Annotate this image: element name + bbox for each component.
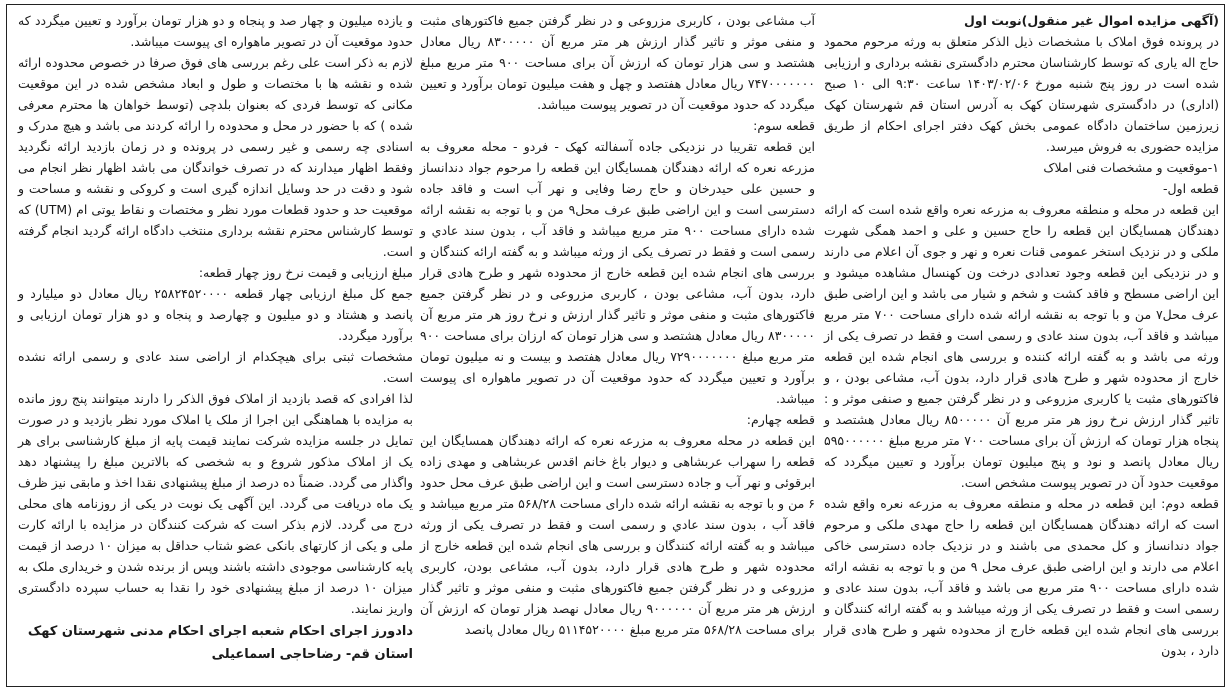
valuation-heading: مبلغ ارزیابی و قیمت نرخ روز چهار قطعه: [198,265,413,280]
column-right [824,10,1219,661]
auction-terms: لذا افرادی که قصد بازدید از املاک فوق الذکر را دارند میتوانند پنج روز مانده به مزایده با هماهنگی این اجرا از ملک یا املاک مورد نظر بازدید و در صورت تمایل در جلسه مزایده شرکت نمایند قیمت پایه از مبلغ کارشناسی برای هر یک از املاک مذکور شروع و به شخصی که بالاترین مبلغ را پیشنهاد دهد واگذار می گردد. ضمناً ده درصد از مبلغ پیشنهادی نقدا اخذ و مابقی نیز ظرف یک ماه دریافت می گردد. این آگهی یک نوبت در یکی از روزنامه های محلی درج می گردد. لازم بذکر است که شرکت کنندگان در مزایده با ارائه کارت ملی و یکی از کارتهای بانکی عضو شتاب حداقل به میزان ۱۰ درصد از قیمت پایه کارشناسی موجودی داشته باشند وپس از برنده شدن و خریداری ملک به میزان ۱۰ درصد از مبلغ پیشنهادی خود را نقدا به حساب سپرده دادگستری واریز نمایند. [18,391,413,616]
plot2-text: قطعه دوم: این قطعه در محله و منطقه معروف به مزرعه نعره واقع شده است که ارائه دهندگان همسایگان این قطعه را حاج مهدی ملکی و مرحوم جواد دندانساز و کل محمدی می باشند و در نزدیک جاده دسترسی خاکی اعلام می دارند و این اراضی طبق عرف محل ۹ من و با توجه به نقشه ارائه شده دارای مساحت ۹۰۰ متر مربع می باشد و فاقد آب، بدون سند عادی و رسمی است و فقط در تصرف یکی از ورثه میباشد و به گفته ارائه کنندگان و بررسی های انجام شده این قطعه خارج از محدوده شهر و طرح هادی قرار دارد ، بدون [824,496,1220,658]
plot4-heading: قطعه چهارم: [746,412,815,427]
valuation-text: جمع کل مبلغ ارزیابی چهار قطعه ۲۵۸۲۴۵۲۰۰۰۰ ریال معادل دو میلیارد و پانصد و هشتاد و دو میلیون و چهارصد و پنجاه و دو هزار تومان ارزیابی و برآورد میگردد. [18,286,413,343]
column-left [18,10,413,665]
plot1-heading: قطعه اول- [1162,181,1219,196]
plot4-text: این قطعه در محله معروف به مزرعه نعره که ارائه دهندگان همسایگان این قطعه را سهراب عربشاهی و دیوار باغ خانم اقدس عربشاهی و مهدی زاده ابرقوئی و نهر آب و جاده دسترسی است و این اراضی طبق عرف محل حدود ۶ من و با توجه به نقشه ارائه شده دارای مساحت ۵۶۸/۲۸ متر مربع میباشد و فاقد آب ، بدون سند عادي و رسمی است و فقط در تصرف یکی از ورثه میباشد و به گفته ارائه کنندگان و بررسی های انجام شده این قطعه خارج از محدوده شهر و طرح هادی قرار دارد، بدون آب، مشاعی بودن، کاربری مزروعی و در نظر گرفتن جمیع فاکتورهای مثبت و منفی موثر و تاثیر گذار ارزش هر متر مربع آن ۹۰۰۰۰۰۰ ریال معادل نهصد هزار تومان که ارزش آن برای مساحت ۵۶۸/۲۸ متر مربع مبلغ ۵۱۱۴۵۲۰۰۰۰ ریال معادل پانصد [420,433,815,637]
registry-text: مشخصات ثبتی برای هیچکدام از اراضی سند عادی و رسمی ارائه نشده است. [18,349,413,385]
plot2-continued: آب مشاعی بودن ، کاربری مزروعی و در نظر گرفتن جمیع فاکتورهای مثبت و منفی موثر و تاثیر گذار ارزش هر متر مربع آن ۸۳۰۰۰۰۰ ریال معادل هشتصد و سی هزار تومان که ارزش آن برای مساحت ۹۰۰ متر مربع مبلغ ۷۴۷۰۰۰۰۰۰۰ ریال معادل هفتصد و چهل و هفت میلیون تومان برآورد و تعیین میگردد که حدود موقعیت آن در تصویر پیوست میباشد. [420,13,815,112]
column-middle [420,10,815,640]
notice-title: (آگهی مزایده اموال غیر منقول)نوبت اول [963,13,1219,28]
plot4-continued: و یازده میلیون و چهار صد و پنجاه و دو هزار تومان برآورد و تعیین میگردد که حدود موقعیت آن در تصویر ماهواره ای پیوست میباشد. [18,13,413,49]
signature-line-2: استان قم- رضاحاجی اسماعیلی [211,647,413,662]
plot3-heading: قطعه سوم: [753,118,815,133]
notice-intro: در پرونده فوق املاک با مشخصات ذیل الذکر متعلق به ورثه مرحوم محمود حاج اله یاری که توسط کارشناسان محترم دادگستری نقشه برداری و ارزیابی شده است در روز پنج شنبه مورخ ۱۴۰۳/۰۲/۰۶ ساعت ۹:۳۰ الی ۱۰ صبح (اداری) در دادگستری شهرستان کهک به آدرس استان قم شهرستان کهک زیرزمین ساختمان دادگاه عمومی بخش کهک دفتر اجرای احکام از طریق مزایده حضوری به فروش میرسد. [824,34,1219,154]
signature-line-1: دادورز اجرای احکام شعبه اجرای احکام مدنی شهرستان کهک [27,624,413,639]
section-heading: ۱-موقعیت و مشخصات فنی املاک [1043,160,1219,175]
plot3-text: این قطعه تقریبا در نزدیکی جاده آسفالته کهک - فردو - محله معروف به مزرعه نعره که ارائه دهندگان همسایگان این قطعه را مرحوم جواد دندانساز و حسین علی حیدرخان و حاج رضا وفایی و نهر آب است و فاقد جاده دسترسی است و این اراضی طبق عرف محل۹ من و با توجه به نقشه ارائه شده دارای مساحت ۹۰۰ متر مربع میباشد و فاقد آب ، بدون سند عادي و رسمی است و فقط در تصرف یکی از ورثه میباشد و به گفته ارائه کنندگان و بررسی های انجام شده این قطعه خارج از محدوده شهر و طرح هادی قرار دارد، بدون آب، مشاعی بودن ، کاربری مزروعی و در نظر گرفتن جمیع فاکتورهای مثبت و منفی موثر و تاثیر گذار ارزش و نرخ روز هر متر مربع آن ۸۳۰۰۰۰۰ ریال معادل هشتصد و سی هزار تومان که ارزان برای مساحت ۹۰۰ متر مربع مبلغ ۷۲۹۰۰۰۰۰۰۰ ریال معادل هفتصد و بیست و نه میلیون تومان برآورد و تعیین میگردد که حدود موقعیت آن در تصویر ماهواره ای پیوست میباشد. [420,139,815,406]
plot1-text: این قطعه در محله و منطقه معروف به مزرعه نعره واقع شده است که ارائه دهندگان همسایگان این قطعه را حاج حسین و علی و احمد همگی شهرت ملکی و در نزدیک استخر عمومی قنات نعره و نهر و جوی آن اعلام می دارند و در نزدیکی این قطعه وجود تعدادی درخت ون کهنسال مشاهده میشود و این اراضی مسطح و فاقد کشت و شخم و شیار می باشد و این اراضی طبق عرف محل۷ من و با توجه به نقشه ارائه شده دارای مساحت ۷۰۰ متر مربع میباشد و فاقد آب، بدون سند عادی و رسمی است و فقط در تصرف یکی از ورثه می باشد و به گفته ارائه کننده و بررسی های انجام شده این قطعه خارج از محدوده شهر و طرح هادی قرار دارد، بدون آب، مشاعی بودن ، و فاکتورهای مثبت یا کاربری مزروعی و در نظر گرفتن جمیع و صنفی موثر و : تاثیر گذار ارزش نرخ روز هر متر مربع آن ۸۵۰۰۰۰۰ ریال معادل هشتصد و پنجاه هزار تومان که ارزش آن برای مساحت ۷۰۰ متر مربع مبلغ ۵۹۵۰۰۰۰۰۰ ریال معادل پانصد و نود و پنج میلیون تومان برآورد و تعیین میگردد که موقعیت حدود آن در تصویر پیوست مشخص است. [824,202,1220,490]
survey-note: لازم به ذکر است علی رغم بررسی های فوق صرفا در خصوص محدوده ارائه شده و نقشه ها با مختصات و طول و ابعاد مشخص شده در این موقعیت مکانی که توسط فردی که بعنوان بلدچی (توسط خواهان ها محترم معرفی شده ) که با حضور در محل و محدوده را ارائه کردند می باشد و هیچ مدرک و اسنادی چه رسمی و غیر رسمی در پرونده و در زمان بازدید ارائه نگردید وفقط اظهار میدارند که در تصرف خواندگان می باشد اظهار نظر انجام می شود و دقت در حد وسایل اندازه گیری است و کروکی و نقشه و مساحت و موقعیت حد و حدود قطعات مورد نظر و مختصات و نقاط یوتی ام (UTM) که توسط کارشناس محترم نقشه برداری منتخب دادگاه ارائه گردید انجام گرفته است. [18,55,413,259]
